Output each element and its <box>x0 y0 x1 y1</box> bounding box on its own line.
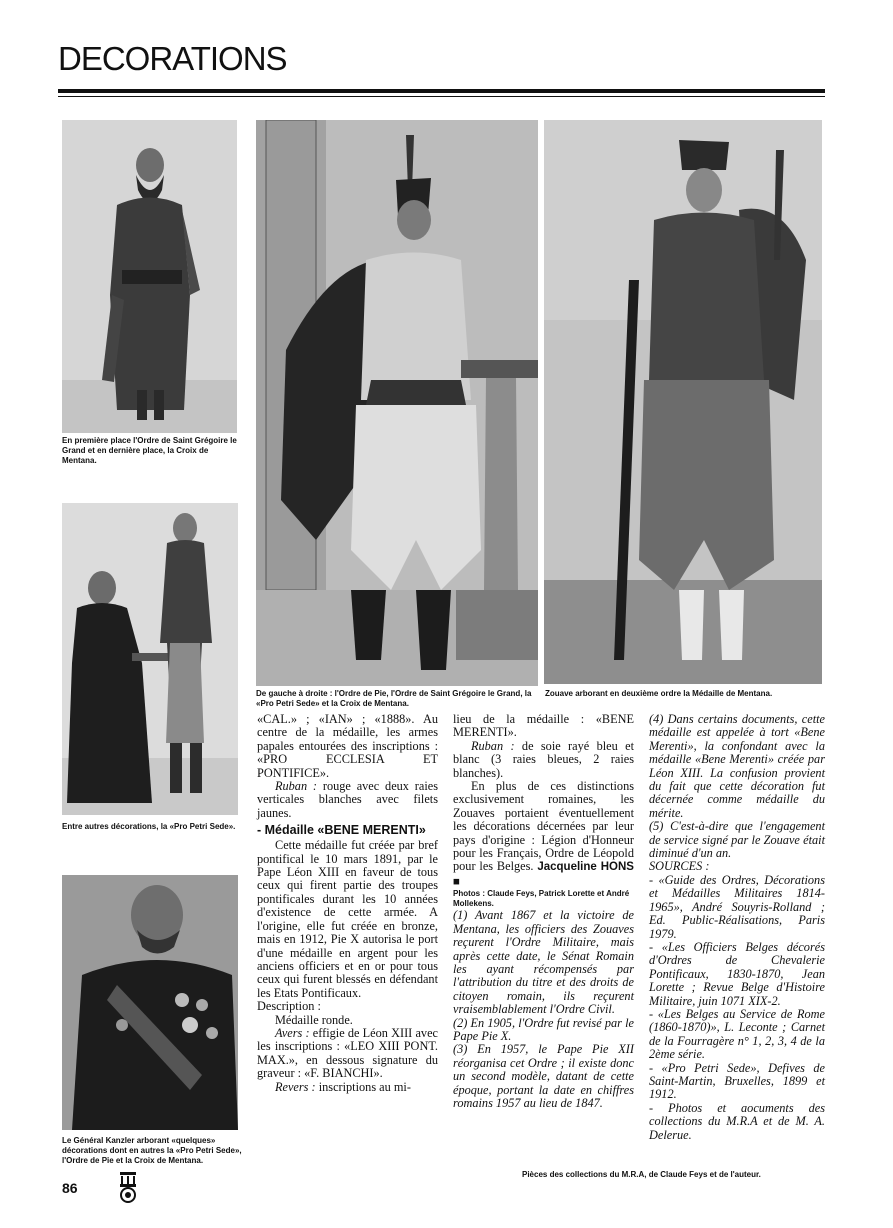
col1-revers-label: Revers : <box>275 1079 316 1094</box>
page-number: 86 <box>62 1180 78 1196</box>
page-title: DECORATIONS <box>58 40 287 77</box>
title-rule <box>58 89 825 93</box>
caption-general-kanzler: Le Général Kanzler arborant «quelques» décorations dont en autres la «Pro Petri Sede», l'Ordre de Pie et la Croix de Mentana. <box>62 1136 242 1165</box>
col1-description: Description : <box>257 999 321 1014</box>
col1-ruban <box>257 780 438 820</box>
priest-group-image <box>62 503 238 815</box>
source-1: - «Guide des Ordres, Décorations et Médailles Militaires 1814-1965», André Souyris-Rolland ; Ed. Public-Réalisations, Paris 1979. <box>649 872 825 941</box>
col1-revers-text: inscriptions au mi- <box>315 1079 411 1094</box>
author-signature: Jacqueline HONS ■ <box>453 861 634 888</box>
zouave-balustrade-image <box>256 120 538 686</box>
footnote-1: (1) Avant 1867 et la victoire de Mentana, les officiers des Zouaves reçurent l'Ordre Militaire, mais après cette date, le Sénat Romain les ayant récompensés par l'attribution du titre et des droits de citoyen romain, ils reçurent vraisemblablement l'Ordre Civil. <box>453 908 634 1017</box>
col2-ruban-text: de soie rayé bleu et blanc (3 raies bleues, 2 raies blanches). <box>453 738 634 780</box>
col2-ruban <box>453 740 634 780</box>
col1-avers <box>257 1027 438 1081</box>
col1-ruban-text: rouge avec deux raies verticales blanches avec filets jaunes. <box>257 779 438 820</box>
footnote-3: (3) En 1957, le Pape Pie XII réorganisa cet Ordre ; il existe donc un second modèle, datant de cette époque, portant la date en chiffres romains 1957 au lieu de 1847. <box>453 1042 634 1110</box>
col1-paragraph-1: «CAL.» ; «IAN» ; «1888». Au centre de la médaille, les armes papales entourées des inscriptions : «PRO ECCLESIA ET PONTIFICE». <box>257 712 438 780</box>
col1-ruban-label: Ruban : <box>275 779 318 794</box>
text-column-2 <box>453 713 634 1110</box>
col2-ruban-label: Ruban : <box>471 738 515 753</box>
caption-middle: De gauche à droite : l'Ordre de Pie, l'Ordre de Saint Grégoire le Grand, la «Pro Petri Sede» et la Croix de Mentana. <box>256 689 532 708</box>
col1-revers <box>257 1081 438 1094</box>
col1-paragraph-2: Cette médaille fut créée par bref pontifical le 10 mars 1891, par le Pape Léon XIII en faveur de tous ceux qui firent partie des troupes pontificales durant les 10 années d'existence de cette armée. A l'origine, elle fut créée en bronze, mais en 1912, Pie X autorisa le port d'une médaille en argent pour les anciens officiers et en or pour tous ceux qui furent blessés en défendant les Etats Pontificaux. <box>257 838 438 1000</box>
bearded-officer-image <box>62 120 237 433</box>
source-3: - «Les Belges au Service de Rome (1860-1870)», L. Leconte ; Carnet de la Fourragère n° 1, 2, 3, 4 de la 2ème série. <box>649 1006 825 1062</box>
photo-priest-group <box>62 503 238 815</box>
text-column-1 <box>257 713 438 1094</box>
photo-bearded-officer <box>62 120 237 433</box>
col1-avers-label: Avers : <box>275 1025 310 1040</box>
photo-credit: Photos : Claude Feys, Patrick Lorette et André Mollekens. <box>453 889 630 909</box>
publisher-emblem-icon <box>116 1170 140 1204</box>
source-2: - «Les Officiers Belges décorés d'Ordres de Chevalerie Pontificaux, 1830-1870, Jean Lorette ; Revue Belge d'Histoire Militaire, juin 1071 XIX-2. <box>649 939 825 1008</box>
sources-title: SOURCES : <box>649 859 710 874</box>
photo-zouave-balustrade <box>256 120 538 686</box>
general-kanzler-image <box>62 875 238 1130</box>
footer-credit: Pièces des collections du M.R.A, de Claude Feys et de l'auteur. <box>522 1170 761 1179</box>
footnote-5: (5) C'est-à-dire que l'engagement de service signé par le Zouave était diminué d'un an. <box>649 819 825 861</box>
caption-bearded-officer: En première place l'Ordre de Saint Grégoire le Grand et en dernière place, la Croix de Mentana. <box>62 436 237 465</box>
source-5: - Photos et aocuments des collections du M.R.A et de M. A. Delerue. <box>649 1100 825 1142</box>
col1-ronde: Médaille ronde. <box>275 1012 353 1027</box>
footnote-2: (2) En 1905, l'Ordre fut revisé par le Pape Pie X. <box>453 1015 634 1043</box>
section-heading-bene-merenti: - Médaille «BENE MERENTI» <box>257 823 426 838</box>
col2-paragraph-2-text: En plus de ces distinctions exclusivement romaines, les Zouaves portaient éventuellement les décorations décernées par leur pays d'origine : Légion d'Honneur pour les Français, Ordre de Léopold pour les Belges. <box>453 779 634 874</box>
col2-paragraph-1: lieu de la médaille : «BENE MERENTI». <box>453 712 634 740</box>
photo-general-kanzler <box>62 875 238 1130</box>
col2-paragraph-2 <box>453 780 634 889</box>
caption-right: Zouave arborant en deuxième ordre la Médaille de Mentana. <box>545 689 773 698</box>
source-4: - «Pro Petri Sede», Defives de Saint-Martin, Bruxelles, 1899 et 1912. <box>649 1060 825 1102</box>
caption-priest-group: Entre autres décorations, la «Pro Petri Sede». <box>62 822 236 831</box>
footnote-4: (4) Dans certains documents, cette médaille est appelée à tort «Bene Merenti», la confondant avec la médaille «Bene Merenti» créée par Léon XIII. La confusion provient du fait que cette décoration fut décernée comme médaille du mérite. <box>649 712 825 820</box>
zouave-rifle-image <box>544 120 822 684</box>
photo-zouave-rifle <box>544 120 822 684</box>
col1-avers-text: effigie de Léon XIII avec les inscriptions : «LEO XIII PONT. MAX.», en dessous signature du graveur : «F. BIANCHI». <box>257 1025 438 1081</box>
title-rule-thin <box>58 96 825 97</box>
text-column-3 <box>649 713 825 1142</box>
